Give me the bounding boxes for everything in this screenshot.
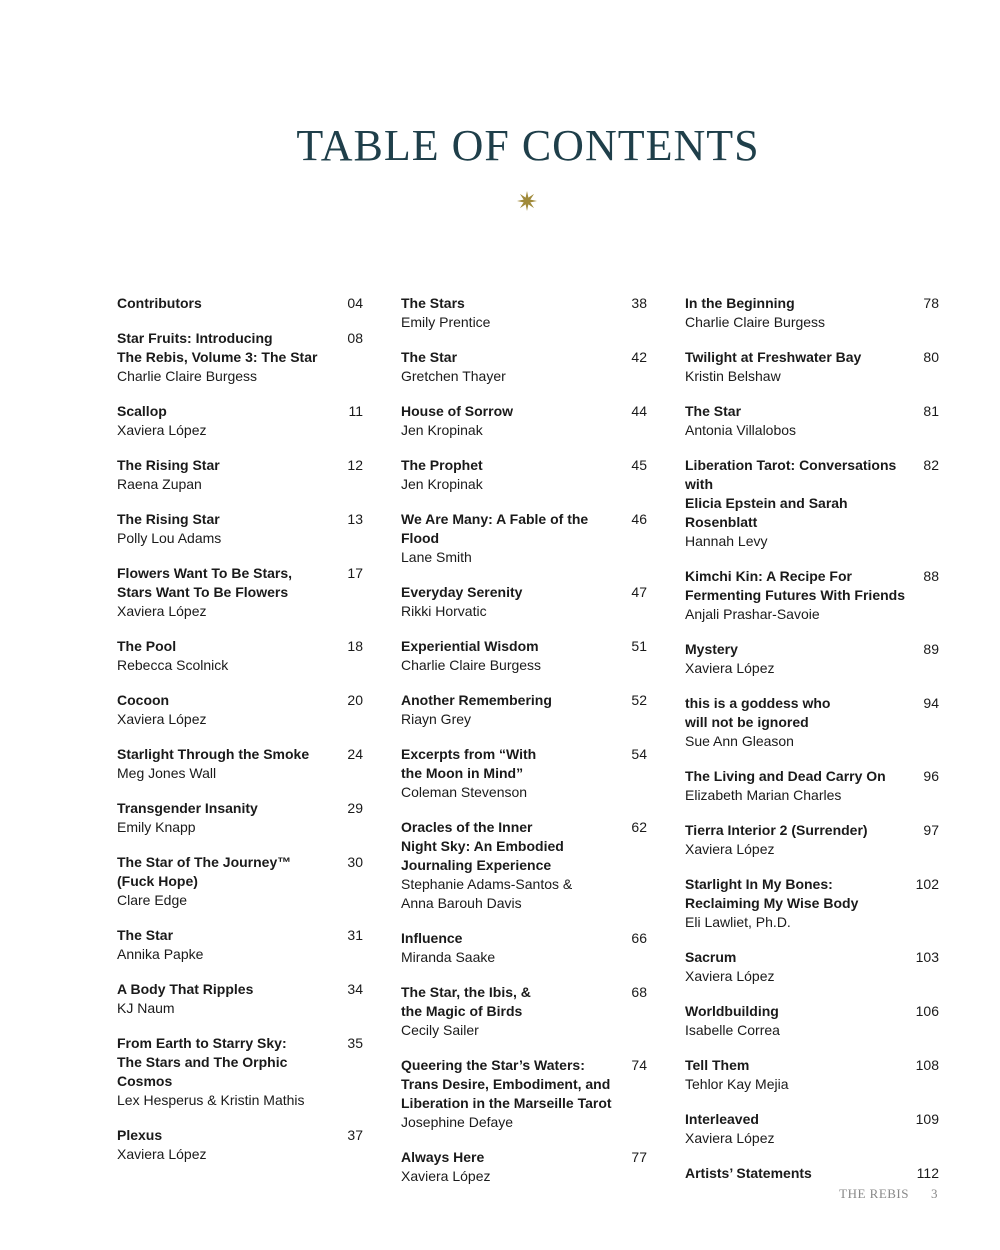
toc-entry-author: Anjali Prashar-Savoie: [685, 606, 820, 622]
toc-entry-page-number: 46: [631, 511, 647, 527]
toc-entry: [401, 510, 647, 567]
toc-entry-author: Lex Hesperus & Kristin Mathis: [117, 1092, 305, 1108]
toc-entry-author: Lane Smith: [401, 549, 472, 565]
toc-entry-author: Cecily Sailer: [401, 1022, 479, 1038]
toc-entry: [685, 875, 939, 932]
toc-entry-author: Elizabeth Marian Charles: [685, 787, 842, 803]
page-footer: [839, 1186, 938, 1202]
toc-entry: [117, 564, 363, 621]
toc-entry-page-number: 11: [348, 403, 363, 419]
toc-entry-author: Tehlor Kay Mejia: [685, 1076, 789, 1092]
toc-entry-page-number: 88: [923, 568, 939, 584]
toc-entry: [401, 402, 647, 440]
toc-entry: [685, 567, 939, 624]
toc-entry-title: The Prophet: [401, 457, 483, 473]
toc-entry-author: Jen Kropinak: [401, 422, 483, 438]
toc-entry-title: Queering the Star’s Waters: Trans Desire, Embodiment, and Liberation in the Marseille Tarot: [401, 1057, 612, 1111]
toc-column-1: [117, 294, 363, 1180]
toc-entry: [685, 1164, 939, 1183]
toc-entry-title: Another Remembering: [401, 692, 552, 708]
toc-entry-author: Emily Prentice: [401, 314, 491, 330]
toc-entry: [401, 818, 647, 913]
toc-entry: [117, 402, 363, 440]
toc-entry-title: Kimchi Kin: A Recipe For Fermenting Futures With Friends: [685, 568, 905, 603]
toc-entry-title: Flowers Want To Be Stars, Stars Want To Be Flowers: [117, 565, 293, 600]
toc-entry-page-number: 78: [923, 295, 939, 311]
toc-entry: [401, 691, 647, 729]
toc-entry-page-number: 102: [915, 876, 939, 892]
toc-entry: [401, 637, 647, 675]
toc-entry-author: Xaviera López: [685, 660, 775, 676]
toc-entry-page-number: 97: [923, 822, 939, 838]
toc-entry-title: From Earth to Starry Sky: The Stars and The Orphic Cosmos: [117, 1035, 288, 1089]
toc-entry-author: Charlie Claire Burgess: [117, 368, 258, 384]
toc-entry-title: In the Beginning: [685, 295, 795, 311]
toc-entry: [117, 691, 363, 729]
toc-entry-title: The Star: [401, 349, 458, 365]
toc-entry: [117, 745, 363, 783]
toc-entry-title: Oracles of the Inner Night Sky: An Embodied Journaling Experience: [401, 819, 564, 873]
toc-entry-page-number: 94: [923, 695, 939, 711]
toc-entry: [401, 348, 647, 386]
toc-entry-page-number: 81: [923, 403, 939, 419]
toc-entry-page-number: 31: [347, 927, 363, 943]
toc-entry-title: Starlight In My Bones: Reclaiming My Wise Body: [685, 876, 859, 911]
toc-entry-page-number: 13: [347, 511, 363, 527]
footer-publication: THE REBIS: [839, 1186, 909, 1201]
toc-entry-author: Meg Jones Wall: [117, 765, 217, 781]
toc-entry-page-number: 29: [347, 800, 363, 816]
toc-entry: [117, 799, 363, 837]
toc-entry-author: Coleman Stevenson: [401, 784, 528, 800]
toc-entry: [117, 637, 363, 675]
toc-entry-page-number: 103: [915, 949, 939, 965]
toc-entry-title: Liberation Tarot: Conversations with Elicia Epstein and Sarah Rosenblatt: [685, 457, 897, 530]
toc-entry-author: Miranda Saake: [401, 949, 496, 965]
toc-entry-title: Plexus: [117, 1127, 163, 1143]
toc-entry-author: Raena Zupan: [117, 476, 202, 492]
toc-entry: [685, 821, 939, 859]
toc-entry-page-number: 12: [347, 457, 363, 473]
toc-entry-title: House of Sorrow: [401, 403, 514, 419]
toc-entry-title: Transgender Insanity: [117, 800, 258, 816]
toc-entry-title: Interleaved: [685, 1111, 759, 1127]
toc-entry-author: Isabelle Correa: [685, 1022, 780, 1038]
toc-entry-page-number: 38: [631, 295, 647, 311]
toc-entry: [685, 1002, 939, 1040]
toc-entry-author: Josephine Defaye: [401, 1114, 514, 1130]
toc-entry: [401, 294, 647, 332]
toc-entry: [117, 294, 363, 313]
toc-entry-author: Xaviera López: [117, 603, 207, 619]
toc-entry: [117, 456, 363, 494]
toc-entry: [685, 1056, 939, 1094]
toc-entry: [117, 1034, 363, 1110]
toc-entry-title: Starlight Through the Smoke: [117, 746, 310, 762]
toc-entry: [117, 926, 363, 964]
toc-entry-title: Worldbuilding: [685, 1003, 779, 1019]
toc-entry-title: this is a goddess who will not be ignored: [685, 695, 831, 730]
toc-entry-page-number: 44: [631, 403, 647, 419]
toc-entry-page-number: 51: [631, 638, 647, 654]
toc-entry-title: The Rising Star: [117, 457, 220, 473]
toc-entry-page-number: 89: [923, 641, 939, 657]
toc-entry-title: The Star: [685, 403, 742, 419]
toc-entry-title: Excerpts from “With the Moon in Mind”: [401, 746, 537, 781]
toc-entry-page-number: 77: [631, 1149, 647, 1165]
toc-entry-author: KJ Naum: [117, 1000, 175, 1016]
toc-entry-title: The Star of The Journey™ (Fuck Hope): [117, 854, 292, 889]
toc-entry-title: Everyday Serenity: [401, 584, 523, 600]
toc-entry-author: Rikki Horvatic: [401, 603, 487, 619]
toc-entry-title: A Body That Ripples: [117, 981, 254, 997]
toc-entry: [685, 640, 939, 678]
toc-entry-page-number: 18: [347, 638, 363, 654]
toc-entry-page-number: 66: [631, 930, 647, 946]
toc-entry-page-number: 35: [347, 1035, 363, 1051]
toc-entry-title: Tierra Interior 2 (Surrender): [685, 822, 868, 838]
toc-entry-title: Contributors: [117, 295, 202, 311]
toc-entry-author: Xaviera López: [685, 1130, 775, 1146]
toc-entry-title: Sacrum: [685, 949, 737, 965]
toc-entry-author: Xaviera López: [117, 422, 207, 438]
toc-entry-page-number: 52: [631, 692, 647, 708]
toc-entry-title: Artists’ Statements: [685, 1165, 812, 1181]
toc-entry-page-number: 47: [631, 584, 647, 600]
toc-entry-author: Clare Edge: [117, 892, 188, 908]
toc-entry-page-number: 37: [347, 1127, 363, 1143]
toc-entry-page-number: 62: [631, 819, 647, 835]
toc-entry: [685, 402, 939, 440]
toc-entry-page-number: 80: [923, 349, 939, 365]
toc-entry-title: The Stars: [401, 295, 465, 311]
toc-entry-author: Gretchen Thayer: [401, 368, 506, 384]
toc-entry-page-number: 112: [916, 1165, 939, 1181]
toc-entry: [117, 853, 363, 910]
toc-entry-author: Stephanie Adams-Santos & Anna Barouh Davis: [401, 876, 573, 911]
toc-entry-author: Rebecca Scolnick: [117, 657, 229, 673]
toc-entry-author: Jen Kropinak: [401, 476, 483, 492]
toc-entry-page-number: 20: [347, 692, 363, 708]
toc-entry-title: Cocoon: [117, 692, 170, 708]
toc-entry: [401, 983, 647, 1040]
toc-entry-author: Hannah Levy: [685, 533, 768, 549]
toc-entry: [401, 745, 647, 802]
toc-entry-page-number: 96: [923, 768, 939, 784]
toc-entry: [401, 1056, 647, 1132]
page-title: TABLE OF CONTENTS: [296, 121, 760, 170]
toc-entry-title: The Star, the Ibis, & the Magic of Birds: [401, 984, 531, 1019]
toc-entry-page-number: 45: [631, 457, 647, 473]
toc-entry-title: Influence: [401, 930, 463, 946]
toc-entry-author: Sue Ann Gleason: [685, 733, 794, 749]
toc-entry-title: Mystery: [685, 641, 738, 657]
toc-entry-author: Xaviera López: [685, 841, 775, 857]
toc-entry-page-number: 24: [347, 746, 363, 762]
toc-entry-author: Kristin Belshaw: [685, 368, 781, 384]
toc-column-2: [401, 294, 647, 1202]
toc-entry-author: Antonia Villalobos: [685, 422, 797, 438]
toc-entry-page-number: 17: [347, 565, 363, 581]
toc-entry-page-number: 34: [347, 981, 363, 997]
toc-entry-page-number: 42: [631, 349, 647, 365]
toc-entry: [685, 294, 939, 332]
toc-column-3: [685, 294, 939, 1199]
toc-entry-page-number: 08: [347, 330, 363, 346]
footer-page-number: 3: [931, 1186, 938, 1201]
toc-entry-author: Emily Knapp: [117, 819, 196, 835]
toc-entry-page-number: 30: [347, 854, 363, 870]
toc-entry-title: The Pool: [117, 638, 177, 654]
toc-entry: [685, 948, 939, 986]
toc-entry: [117, 329, 363, 386]
toc-entry-title: We Are Many: A Fable of the Flood: [401, 511, 589, 546]
toc-entry: [401, 583, 647, 621]
toc-entry-page-number: 82: [923, 457, 939, 473]
toc-entry-author: Xaviera López: [117, 1146, 207, 1162]
toc-entry-title: The Rising Star: [117, 511, 220, 527]
toc-entry: [685, 456, 939, 551]
toc-entry-author: Riayn Grey: [401, 711, 472, 727]
toc-entry-title: The Star: [117, 927, 174, 943]
toc-entry-author: Charlie Claire Burgess: [685, 314, 826, 330]
toc-entry-page-number: 106: [915, 1003, 939, 1019]
toc-entry-title: Always Here: [401, 1149, 485, 1165]
toc-entry: [117, 510, 363, 548]
toc-entry-page-number: 04: [347, 295, 363, 311]
toc-entry-author: Polly Lou Adams: [117, 530, 222, 546]
toc-entry-page-number: 108: [915, 1057, 939, 1073]
toc-entry-page-number: 109: [915, 1111, 939, 1127]
eight-point-star-icon: [516, 190, 538, 212]
toc-entry: [401, 456, 647, 494]
toc-entry: [401, 1148, 647, 1186]
toc-entry-title: Star Fruits: Introducing The Rebis, Volume 3: The Star: [117, 330, 318, 365]
toc-entry-title: Tell Them: [685, 1057, 750, 1073]
toc-entry: [685, 348, 939, 386]
toc-entry-page-number: 68: [631, 984, 647, 1000]
toc-entry-title: Experiential Wisdom: [401, 638, 539, 654]
toc-entry-author: Xaviera López: [685, 968, 775, 984]
toc-entry-author: Charlie Claire Burgess: [401, 657, 542, 673]
toc-entry-author: Xaviera López: [401, 1168, 491, 1184]
toc-entry-title: The Living and Dead Carry On: [685, 768, 886, 784]
toc-entry-page-number: 74: [631, 1057, 647, 1073]
toc-entry: [685, 694, 939, 751]
toc-entry: [685, 767, 939, 805]
toc-entry-author: Eli Lawliet, Ph.D.: [685, 914, 791, 930]
toc-entry-title: Scallop: [117, 403, 167, 419]
toc-entry: [117, 980, 363, 1018]
toc-entry-title: Twilight at Freshwater Bay: [685, 349, 862, 365]
toc-entry: [117, 1126, 363, 1164]
toc-entry: [401, 929, 647, 967]
toc-entry-page-number: 54: [631, 746, 647, 762]
toc-entry: [685, 1110, 939, 1148]
toc-entry-author: Xaviera López: [117, 711, 207, 727]
toc-entry-author: Annika Papke: [117, 946, 204, 962]
